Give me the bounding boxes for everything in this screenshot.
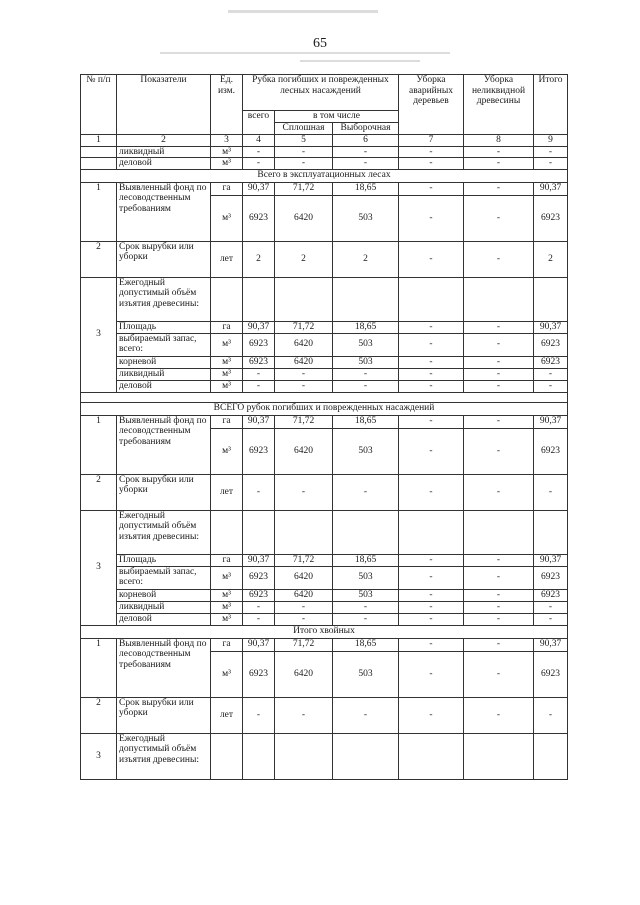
cell: 90,37 bbox=[243, 638, 275, 651]
cell: - bbox=[275, 697, 333, 733]
table-row bbox=[81, 158, 568, 170]
cell: - bbox=[275, 474, 333, 510]
cell: - bbox=[399, 368, 464, 380]
cell: 6420 bbox=[275, 651, 333, 697]
table-row bbox=[81, 601, 568, 613]
row-unit: м³ bbox=[211, 195, 243, 241]
cell: 503 bbox=[333, 428, 399, 474]
cell: 503 bbox=[333, 333, 399, 356]
cell: - bbox=[243, 146, 275, 158]
header-windfall: Уборка аварийных деревьев bbox=[399, 75, 464, 135]
cell: - bbox=[464, 601, 534, 613]
row-label: ликвидный bbox=[117, 368, 211, 380]
cell: - bbox=[399, 613, 464, 625]
cell: - bbox=[464, 589, 534, 601]
cell: 6923 bbox=[243, 356, 275, 368]
header-nonliquid: Уборка неликвидной древесины bbox=[464, 75, 534, 135]
cell: - bbox=[399, 697, 464, 733]
cell: 71,72 bbox=[275, 182, 333, 195]
cell: 503 bbox=[333, 566, 399, 589]
cell: - bbox=[333, 601, 399, 613]
row-number: 2 bbox=[81, 474, 117, 510]
row-unit: м³ bbox=[211, 601, 243, 613]
cell: - bbox=[399, 601, 464, 613]
cell: - bbox=[464, 146, 534, 158]
cell: - bbox=[399, 651, 464, 697]
row-label: Выявленный фонд по лесоводственным требованиям bbox=[117, 638, 211, 697]
cell: 503 bbox=[333, 356, 399, 368]
header-indicators: Показатели bbox=[117, 75, 211, 135]
cell: - bbox=[464, 697, 534, 733]
cell: - bbox=[534, 697, 568, 733]
table-row bbox=[81, 589, 568, 601]
row-label: Ежегодный допустимый объём изъятия древесины: bbox=[117, 510, 211, 554]
header-num: № п/п bbox=[81, 75, 117, 135]
header-selective: Выборочная bbox=[333, 123, 399, 135]
cell: - bbox=[399, 589, 464, 601]
cell: 2 bbox=[243, 241, 275, 277]
cell: - bbox=[275, 368, 333, 380]
cell: - bbox=[275, 380, 333, 392]
cell: 71,72 bbox=[275, 638, 333, 651]
cell: 6923 bbox=[534, 428, 568, 474]
cell: - bbox=[243, 380, 275, 392]
cell: - bbox=[399, 554, 464, 566]
row-label: ликвидный bbox=[117, 146, 211, 158]
cell: 90,37 bbox=[534, 415, 568, 428]
row-label: Срок вырубки или уборки bbox=[117, 474, 211, 510]
table-row bbox=[81, 638, 568, 651]
row-number: 2 bbox=[81, 697, 117, 733]
cell: - bbox=[464, 380, 534, 392]
row-unit: лет bbox=[211, 474, 243, 510]
table-row bbox=[81, 241, 568, 277]
scan-noise bbox=[160, 52, 450, 54]
row-label: Выявленный фонд по лесоводственным требованиям bbox=[117, 182, 211, 241]
cell: - bbox=[399, 380, 464, 392]
table-row bbox=[81, 697, 568, 733]
row-label: деловой bbox=[117, 158, 211, 170]
header-unit: Ед. изм. bbox=[211, 75, 243, 135]
cell: 6923 bbox=[243, 651, 275, 697]
cell: - bbox=[243, 613, 275, 625]
cell: - bbox=[333, 613, 399, 625]
cell: 18,65 bbox=[333, 638, 399, 651]
row-unit: м³ bbox=[211, 651, 243, 697]
cell: - bbox=[464, 554, 534, 566]
table-row bbox=[81, 474, 568, 510]
cell: - bbox=[534, 380, 568, 392]
page-number: 65 bbox=[313, 36, 327, 51]
cell: 18,65 bbox=[333, 554, 399, 566]
cell: - bbox=[275, 601, 333, 613]
cell: 6923 bbox=[534, 589, 568, 601]
cell: 90,37 bbox=[534, 321, 568, 333]
cell: - bbox=[399, 356, 464, 368]
cell: - bbox=[333, 697, 399, 733]
cell: 6420 bbox=[275, 333, 333, 356]
cell: 2 bbox=[333, 241, 399, 277]
table-row bbox=[81, 368, 568, 380]
row-unit: м³ bbox=[211, 428, 243, 474]
section-title: ВСЕГО рубок погибших и поврежденных насаждений bbox=[81, 402, 568, 415]
header-including: в том числе bbox=[275, 111, 399, 123]
cell: 90,37 bbox=[534, 182, 568, 195]
row-unit: га bbox=[211, 638, 243, 651]
header-total-all: всего bbox=[243, 111, 275, 135]
cell: - bbox=[399, 321, 464, 333]
cell: 6923 bbox=[243, 589, 275, 601]
cell: 18,65 bbox=[333, 321, 399, 333]
row-unit: м³ bbox=[211, 368, 243, 380]
cell: - bbox=[333, 158, 399, 170]
row-unit: га bbox=[211, 415, 243, 428]
cell: - bbox=[333, 474, 399, 510]
table-row bbox=[81, 415, 568, 428]
cell: - bbox=[534, 601, 568, 613]
cell: 6923 bbox=[534, 356, 568, 368]
cell: 503 bbox=[333, 589, 399, 601]
cell: 90,37 bbox=[243, 554, 275, 566]
cell: - bbox=[243, 474, 275, 510]
cell: - bbox=[464, 321, 534, 333]
cell: - bbox=[464, 182, 534, 195]
row-label: Площадь bbox=[117, 321, 211, 333]
cell: 90,37 bbox=[534, 554, 568, 566]
scan-noise bbox=[228, 10, 378, 13]
cell: - bbox=[399, 566, 464, 589]
table-row bbox=[81, 733, 568, 779]
row-label: Выявленный фонд по лесоводственным требованиям bbox=[117, 415, 211, 474]
header-felling: Рубка погибших и поврежденных лесных насаждений bbox=[243, 75, 399, 111]
cell: - bbox=[333, 368, 399, 380]
cell: 6420 bbox=[275, 356, 333, 368]
cell: - bbox=[464, 613, 534, 625]
cell: - bbox=[534, 158, 568, 170]
cell: 90,37 bbox=[243, 415, 275, 428]
table-row bbox=[81, 146, 568, 158]
row-label: деловой bbox=[117, 613, 211, 625]
row-unit: м³ bbox=[211, 566, 243, 589]
cell: 503 bbox=[333, 195, 399, 241]
cell: 6923 bbox=[243, 195, 275, 241]
row-number: 3 bbox=[81, 733, 117, 779]
table-row bbox=[81, 277, 568, 321]
table-row-spacer bbox=[81, 392, 568, 402]
row-unit: м³ bbox=[211, 589, 243, 601]
cell: 2 bbox=[534, 241, 568, 277]
row-number: 3 bbox=[81, 510, 117, 625]
cell: 6923 bbox=[534, 651, 568, 697]
cell: - bbox=[243, 368, 275, 380]
cell: 6420 bbox=[275, 428, 333, 474]
cell: - bbox=[464, 638, 534, 651]
cell: - bbox=[464, 158, 534, 170]
cell: - bbox=[243, 697, 275, 733]
table-row bbox=[81, 356, 568, 368]
cell: 18,65 bbox=[333, 415, 399, 428]
cell: - bbox=[464, 566, 534, 589]
cell: - bbox=[243, 158, 275, 170]
cell: - bbox=[275, 146, 333, 158]
row-unit: м³ bbox=[211, 333, 243, 356]
cell: - bbox=[333, 146, 399, 158]
cell: - bbox=[464, 474, 534, 510]
cell: 6420 bbox=[275, 195, 333, 241]
col-number: 8 bbox=[464, 135, 534, 147]
row-label: корневой bbox=[117, 589, 211, 601]
cell: 6420 bbox=[275, 589, 333, 601]
cell: 503 bbox=[333, 651, 399, 697]
cell: 90,37 bbox=[243, 321, 275, 333]
cell: - bbox=[464, 241, 534, 277]
cell: 90,37 bbox=[243, 182, 275, 195]
table-row bbox=[81, 333, 568, 356]
row-unit: га bbox=[211, 321, 243, 333]
cell: 18,65 bbox=[333, 182, 399, 195]
row-label: Ежегодный допустимый объём изъятия древесины: bbox=[117, 277, 211, 321]
cell: 6923 bbox=[243, 566, 275, 589]
cell: 90,37 bbox=[534, 638, 568, 651]
forestry-table bbox=[80, 74, 568, 780]
col-number: 5 bbox=[275, 135, 333, 147]
row-unit: м³ bbox=[211, 158, 243, 170]
cell: 6923 bbox=[243, 428, 275, 474]
cell: - bbox=[399, 158, 464, 170]
cell: - bbox=[243, 601, 275, 613]
row-unit: лет bbox=[211, 697, 243, 733]
cell: - bbox=[399, 333, 464, 356]
cell: - bbox=[399, 428, 464, 474]
row-label: Срок вырубки или уборки bbox=[117, 697, 211, 733]
row-label: Срок вырубки или уборки bbox=[117, 241, 211, 277]
cell: - bbox=[399, 638, 464, 651]
cell: 6923 bbox=[534, 333, 568, 356]
scan-noise bbox=[300, 60, 420, 62]
row-label: выбираемый запас, всего: bbox=[117, 333, 211, 356]
row-unit: га bbox=[211, 182, 243, 195]
header-total: Итого bbox=[534, 75, 568, 135]
row-label: Площадь bbox=[117, 554, 211, 566]
cell: 6923 bbox=[243, 333, 275, 356]
row-label: Ежегодный допустимый объём изъятия древесины: bbox=[117, 733, 211, 779]
cell: - bbox=[464, 333, 534, 356]
col-number: 9 bbox=[534, 135, 568, 147]
col-number: 3 bbox=[211, 135, 243, 147]
table-row bbox=[81, 613, 568, 625]
cell: - bbox=[399, 474, 464, 510]
cell: 71,72 bbox=[275, 321, 333, 333]
row-unit: м³ bbox=[211, 356, 243, 368]
table-row bbox=[81, 510, 568, 554]
cell: - bbox=[464, 415, 534, 428]
row-number: 2 bbox=[81, 241, 117, 277]
row-number: 1 bbox=[81, 415, 117, 474]
section-title: Всего в эксплуатационных лесах bbox=[81, 169, 568, 182]
header-clear: Сплошная bbox=[275, 123, 333, 135]
cell: - bbox=[464, 651, 534, 697]
row-label: корневой bbox=[117, 356, 211, 368]
cell: - bbox=[275, 613, 333, 625]
cell: - bbox=[399, 195, 464, 241]
row-number: 1 bbox=[81, 182, 117, 241]
row-label: выбираемый запас, всего: bbox=[117, 566, 211, 589]
cell: - bbox=[399, 146, 464, 158]
cell: 71,72 bbox=[275, 554, 333, 566]
col-number: 6 bbox=[333, 135, 399, 147]
cell: - bbox=[399, 415, 464, 428]
cell: - bbox=[534, 474, 568, 510]
cell: - bbox=[333, 380, 399, 392]
table-row bbox=[81, 321, 568, 333]
col-number: 2 bbox=[117, 135, 211, 147]
cell: - bbox=[464, 368, 534, 380]
cell: - bbox=[534, 613, 568, 625]
row-unit: м³ bbox=[211, 146, 243, 158]
cell: - bbox=[399, 241, 464, 277]
row-number: 3 bbox=[81, 277, 117, 392]
cell: - bbox=[464, 195, 534, 241]
cell: 6923 bbox=[534, 566, 568, 589]
cell: - bbox=[464, 356, 534, 368]
cell: - bbox=[275, 158, 333, 170]
col-number: 1 bbox=[81, 135, 117, 147]
cell: 6420 bbox=[275, 566, 333, 589]
cell: - bbox=[534, 146, 568, 158]
row-unit: га bbox=[211, 554, 243, 566]
col-number: 7 bbox=[399, 135, 464, 147]
cell: - bbox=[534, 368, 568, 380]
table-row bbox=[81, 554, 568, 566]
section-title: Итого хвойных bbox=[81, 625, 568, 638]
cell: - bbox=[399, 182, 464, 195]
col-number: 4 bbox=[243, 135, 275, 147]
row-unit: м³ bbox=[211, 380, 243, 392]
cell: 2 bbox=[275, 241, 333, 277]
row-label: ликвидный bbox=[117, 601, 211, 613]
row-label: деловой bbox=[117, 380, 211, 392]
row-number: 1 bbox=[81, 638, 117, 697]
table-row bbox=[81, 566, 568, 589]
row-unit: лет bbox=[211, 241, 243, 277]
cell: 71,72 bbox=[275, 415, 333, 428]
table-row bbox=[81, 182, 568, 195]
cell: 6923 bbox=[534, 195, 568, 241]
row-unit: м³ bbox=[211, 613, 243, 625]
cell: - bbox=[464, 428, 534, 474]
table-row bbox=[81, 380, 568, 392]
